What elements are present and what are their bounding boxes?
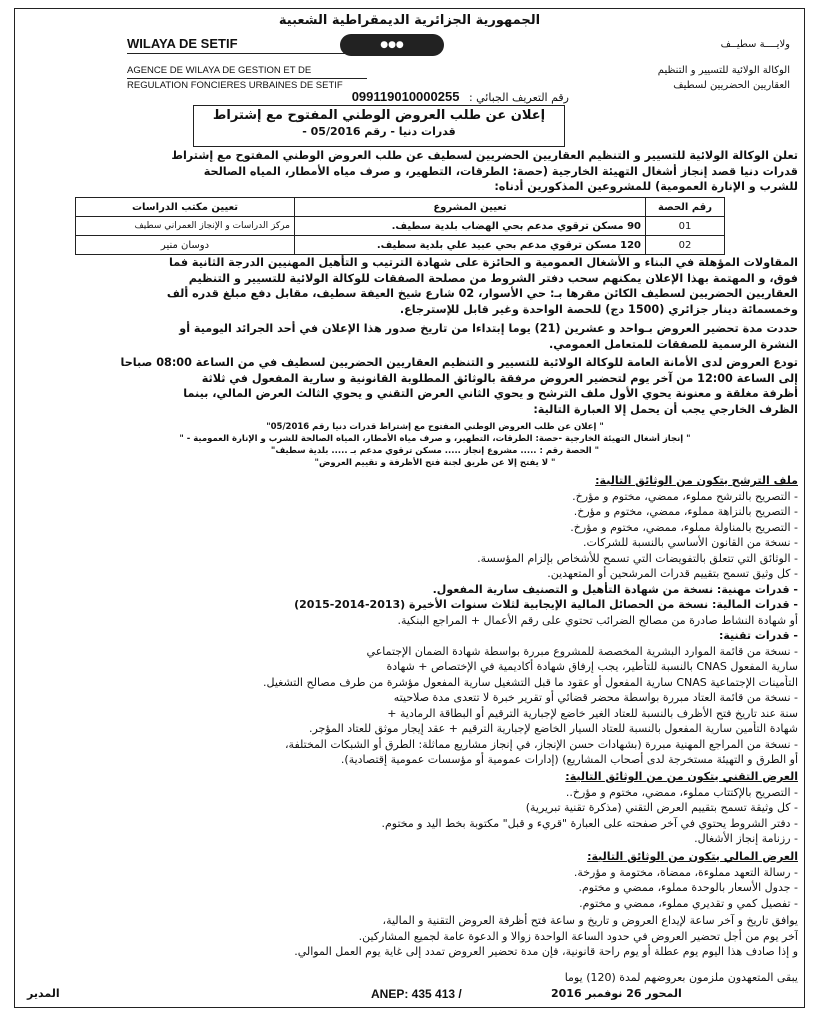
text-line: قدرات دنيا قصد إنجاز أشغال التهيئة الخارجية (حصة: الطرقات، التطهير، و صرف مياه الأمطار، المياه الصالحة [203,164,798,178]
tax-id-label: رقم التعريف الجبائي : [468,91,569,104]
publication-date: المحور 26 نوفمبر 2016 [551,987,682,1000]
table-cell: 90 مسكن ترقوي مدعم بحي الهضاب بلدية سطيف. [295,217,646,236]
list-item: - الوثائق التي تتعلق بالتفويضات التي تسمح للأشخاص بإلزام المؤسسة. [477,551,798,565]
announcement-title-box [193,105,565,147]
agency-ar-line: الوكالة الولائية للتسيير و التنظيم [657,65,790,76]
list-item: - نسخة من القانون الأساسي بالنسبة للشركات. [583,536,798,549]
agency-logo: ●●● [340,34,444,56]
announcement-page [14,8,805,1008]
quote-line: " لا يفتح إلا عن طريق لجنة فتح الأظرفة و تقييم العروض" [314,458,556,468]
quote-line: " إعلان عن طلب العروض الوطني المفتوح مع إشتراط قدرات دنيا رقم 05/2016" [266,422,604,432]
eligibility-paragraph [21,255,798,317]
agency-name-ar [590,63,790,93]
intro-paragraph [21,148,798,195]
table-row [76,236,725,255]
lots-table [75,197,725,255]
list-item: - دفتر الشروط يحتوي في آخر صفحته على العبارة "قريء و قبل" مكتوبة بخط اليد و مختوم. [381,816,798,830]
list-item: - رزنامة إنجاز الأشغال. [694,832,798,845]
quote-line: " إنجاز أشغال التهيئة الخارجية -حصة: الطرقات، التطهير، و صرف مياه الأمطار، المياه الصالحة للشرب و الإنارة العمومية - " [179,434,691,444]
title-line: إعلان عن طلب العروض الوطني المفتوح مع إشتراط [212,108,546,123]
list-item: - قدرات تقنية: [718,629,798,642]
list-item: سارية المفعول CNAS بالنسبة للتأطير، يجب إرفاق شهادة أكاديمية في الإختصاص + شهادة [386,660,798,673]
text-line: و إذا صادف هذا اليوم يوم عطلة أو يوم راحة قانونية، فإن مدة تحضير العروض تمدد إلى غاية يوم العمل الموالي. [294,945,798,958]
table-cell: 120 مسكن ترقوي مدعم بحي عبيد علي بلدية سطيف. [295,236,646,255]
quote-line: " الحصة رقم : ..... مشروع إنجاز ..... مسكن ترقوي مدعم بـ ..... بلدية سطيف" [270,446,600,456]
list-item: - كل وثيق تسمح بتقييم قدرات المرشحين أو المتعهدين. [547,567,798,580]
text-line: آخر يوم من أجل تحضير العروض في حدود الساعة الواحدة زوالا و الدعوة عامة لجميع المشاركين. [358,929,798,943]
list-item: التأمينات الإجتماعية CNAS سارية المفعول أو عقود ما قبل التشغيل سارية المفعول مؤشرة من طرف مصالح التشغيل. [263,675,798,689]
list-item: - جدول الأسعار بالوحدة مملوء، ممضي و مختوم. [578,881,798,894]
column-header: تعيين مكتب الدراسات [76,198,295,217]
table-row [76,217,725,236]
text-line: الظرف الخارجي يجب أن يحمل إلا العبارة التالية: [533,402,798,416]
text-line: المقاولات المؤهلة في البناء و الأشغال العمومية و الحائزة على شهادة الترتيب و التأهيل المهنيين الدرجة الثانية فما [169,256,798,269]
text-line: فوق، و المهتمة بهذا الإعلان يمكنهم سحب دفتر الشروط من مصلحة الصفقات للوكالة الولائية للتسيير و التنظيم [188,271,798,285]
director-signature: المدير [27,987,60,1000]
tax-id [352,89,569,104]
column-header: رقم الحصة [646,198,725,217]
table-header-row [76,198,725,217]
list-item: - التصريح بالنزاهة مملوء، ممضي، مختوم و مؤرخ. [573,505,798,518]
text-line: حددت مدة تحضير العروض بـواحد و عشرين (21) يوما إبتداءا من تاريخ صدور هذا الإعلان في أحد الجرائد اليومية أو [179,322,798,335]
text-line: أظرفة مغلقة و معنونة يحوي الأول ملف الترشح و يحوي الثاني العرض التقني و يحوي الثالث العرض المالي، بينما [183,387,798,401]
validity-line: يبقى المتعهدون ملزمون بعروضهم لمدة (120) يوما [564,971,798,984]
section-title: العرض المالي يتكون من الوثائق التالية: [587,850,798,863]
list-item: شهادة التأمين سارية المفعول بالنسبة للعتاد السيار الخاضع لإجبارية الترقيم + عقد إيجار موثق للعتاد المؤجر. [308,722,798,735]
text-line: للشرب و الإنارة العمومية) للمشروعين المذكورين أدناه: [494,180,798,193]
table-cell: دوسان منير [76,236,295,255]
wilaya-title-ar: ولايــــة سطيــف [720,39,790,50]
table-cell: 02 [646,236,725,255]
list-item: - رسالة التعهد مملوءة، ممضاة، مختومة و مؤرخة. [573,865,798,879]
list-item: - التصريح بالإكتتاب مملوء، ممضي، مختوم و مؤرخ.. [565,785,798,799]
table-cell: مركز الدراسات و الإنجاز العمراني سطيف [76,217,295,236]
column-header: تعيين المشروع [295,198,646,217]
agency-fr-line: AGENCE DE WILAYA DE GESTION ET DE [127,65,312,76]
closing-paragraph [21,913,798,960]
anep-reference: ANEP: 435 413 / [371,987,462,1001]
text-line: النشرة الرسمية للصفقات للمتعامل العمومي. [549,337,798,351]
agency-name-fr [127,64,367,93]
list-item: - قدرات مهنية: نسخة من شهادة التأهيل و التصنيف سارية المفعول. [432,582,798,596]
title-subline: قدرات دنيا - رقم 05/2016 - [302,125,456,138]
text-line: وخمسمائة دينار جزائري (1500 دج) للحصة الواحدة وغير قابل للإسترجاع. [399,302,798,316]
republic-header: الجمهورية الجزائرية الديمقراطية الشعبية [278,13,541,28]
submission-paragraph [21,355,798,417]
list-item: أو شهادة النشاط صادرة من مصالح الضرائب تحتوي على رقم الأعمال + المراجع البنكية. [397,613,798,627]
list-item: - التصريح بالمناولة مملوء، ممضي، مختوم و مؤرخ. [570,520,798,534]
agency-fr-line: REGULATION FONCIERES URBAINES DE SETIF [127,78,367,93]
text-line: تودع العروض لدى الأمانة العامة للوكالة الولائية للتسيير و التنظيم العقاريين الحضريين لسطيف في من الساعة 08:00 صباحا [120,356,798,369]
text-line: تعلن الوكالة الولائية للتسيير و التنظيم العقاريين الحضريين لسطيف عن طلب العروض الوطني المفتوح مع إشتراط [171,149,798,162]
divider [127,53,359,54]
list-item: - نسخة من قائمة الموارد البشرية المخصصة للمشروع مبررة بواسطة شهادة الضمان الإجتماعي [366,644,798,658]
list-item: أو الطرق و التهيئة مستخرجة لدى أصحاب المشاريع) (إدارات عمومية أو مؤسسات عمومية إقتصادية). [340,753,798,766]
text-line: إلى الساعة 12:00 من آخر يوم لتحضير العروض مرفقة بالوثائق المطلوبة القانونية و سارية المفعول في ثلاثة [201,371,798,385]
list-item: - نسخة من المراجع المهنية مبررة (بشهادات حسن الإنجاز، في إنجاز مشاريع مماثلة: الطرق أو الشبكات المختلفة، [285,737,798,751]
section-title: ملف الترشح يتكون من الوثائق التالية: [595,474,798,487]
wilaya-title-fr: WILAYA DE SETIF [127,36,238,51]
list-item: سنة عند تاريخ فتح الأظرف بالنسبة للعتاد الغير خاضع لإجبارية الترقيم أو البطاقة الرمادية + [387,706,798,720]
list-item: - قدرات المالية: نسخة من الحصائل المالية الإيجابية لثلاث سنوات الأخيرة (2013-2014-2015) [294,598,798,611]
list-item: - التصريح بالترشح مملوء، ممضي، مختوم و مؤرخ. [572,489,798,503]
section-title: العرض التقني يتكون من من الوثائق التالية: [565,770,798,783]
deadline-paragraph [21,321,798,352]
agency-ar-line: العقاريين الحضريين لسطيف [673,80,790,91]
text-line: العقاريين الحضريين لسطيف الكائن مقرها بـ: حي الأسوار، 02 شارع شيخ العيفة سطيف، مقابل دفع مبلغ قدره ألف [166,287,798,301]
text-line: يوافق تاريخ و آخر ساعة لإيداع العروض و تاريخ و ساعة فتح أظرفة العروض التقنية و المالية، [382,914,798,927]
list-item: - نسخة من قائمة العتاد مبررة بواسطة محضر قضائي أو تقرير خبرة لا تتعدى مدة صلاحيته [393,691,798,704]
technical-offer-section [21,769,798,847]
candidacy-file-section [21,473,798,768]
financial-offer-section [21,849,798,911]
list-item: - تفصيل كمي و تقديري مملوء، ممضي و مختوم. [579,896,798,910]
list-item: - كل وثيقة تسمح بتقييم العرض التقني (مذكرة تقنية تبريرية) [525,801,798,814]
tax-id-value: 099119010000255 [351,89,460,104]
table-cell: 01 [646,217,725,236]
footer [21,971,798,1005]
envelope-inscription [175,421,695,469]
